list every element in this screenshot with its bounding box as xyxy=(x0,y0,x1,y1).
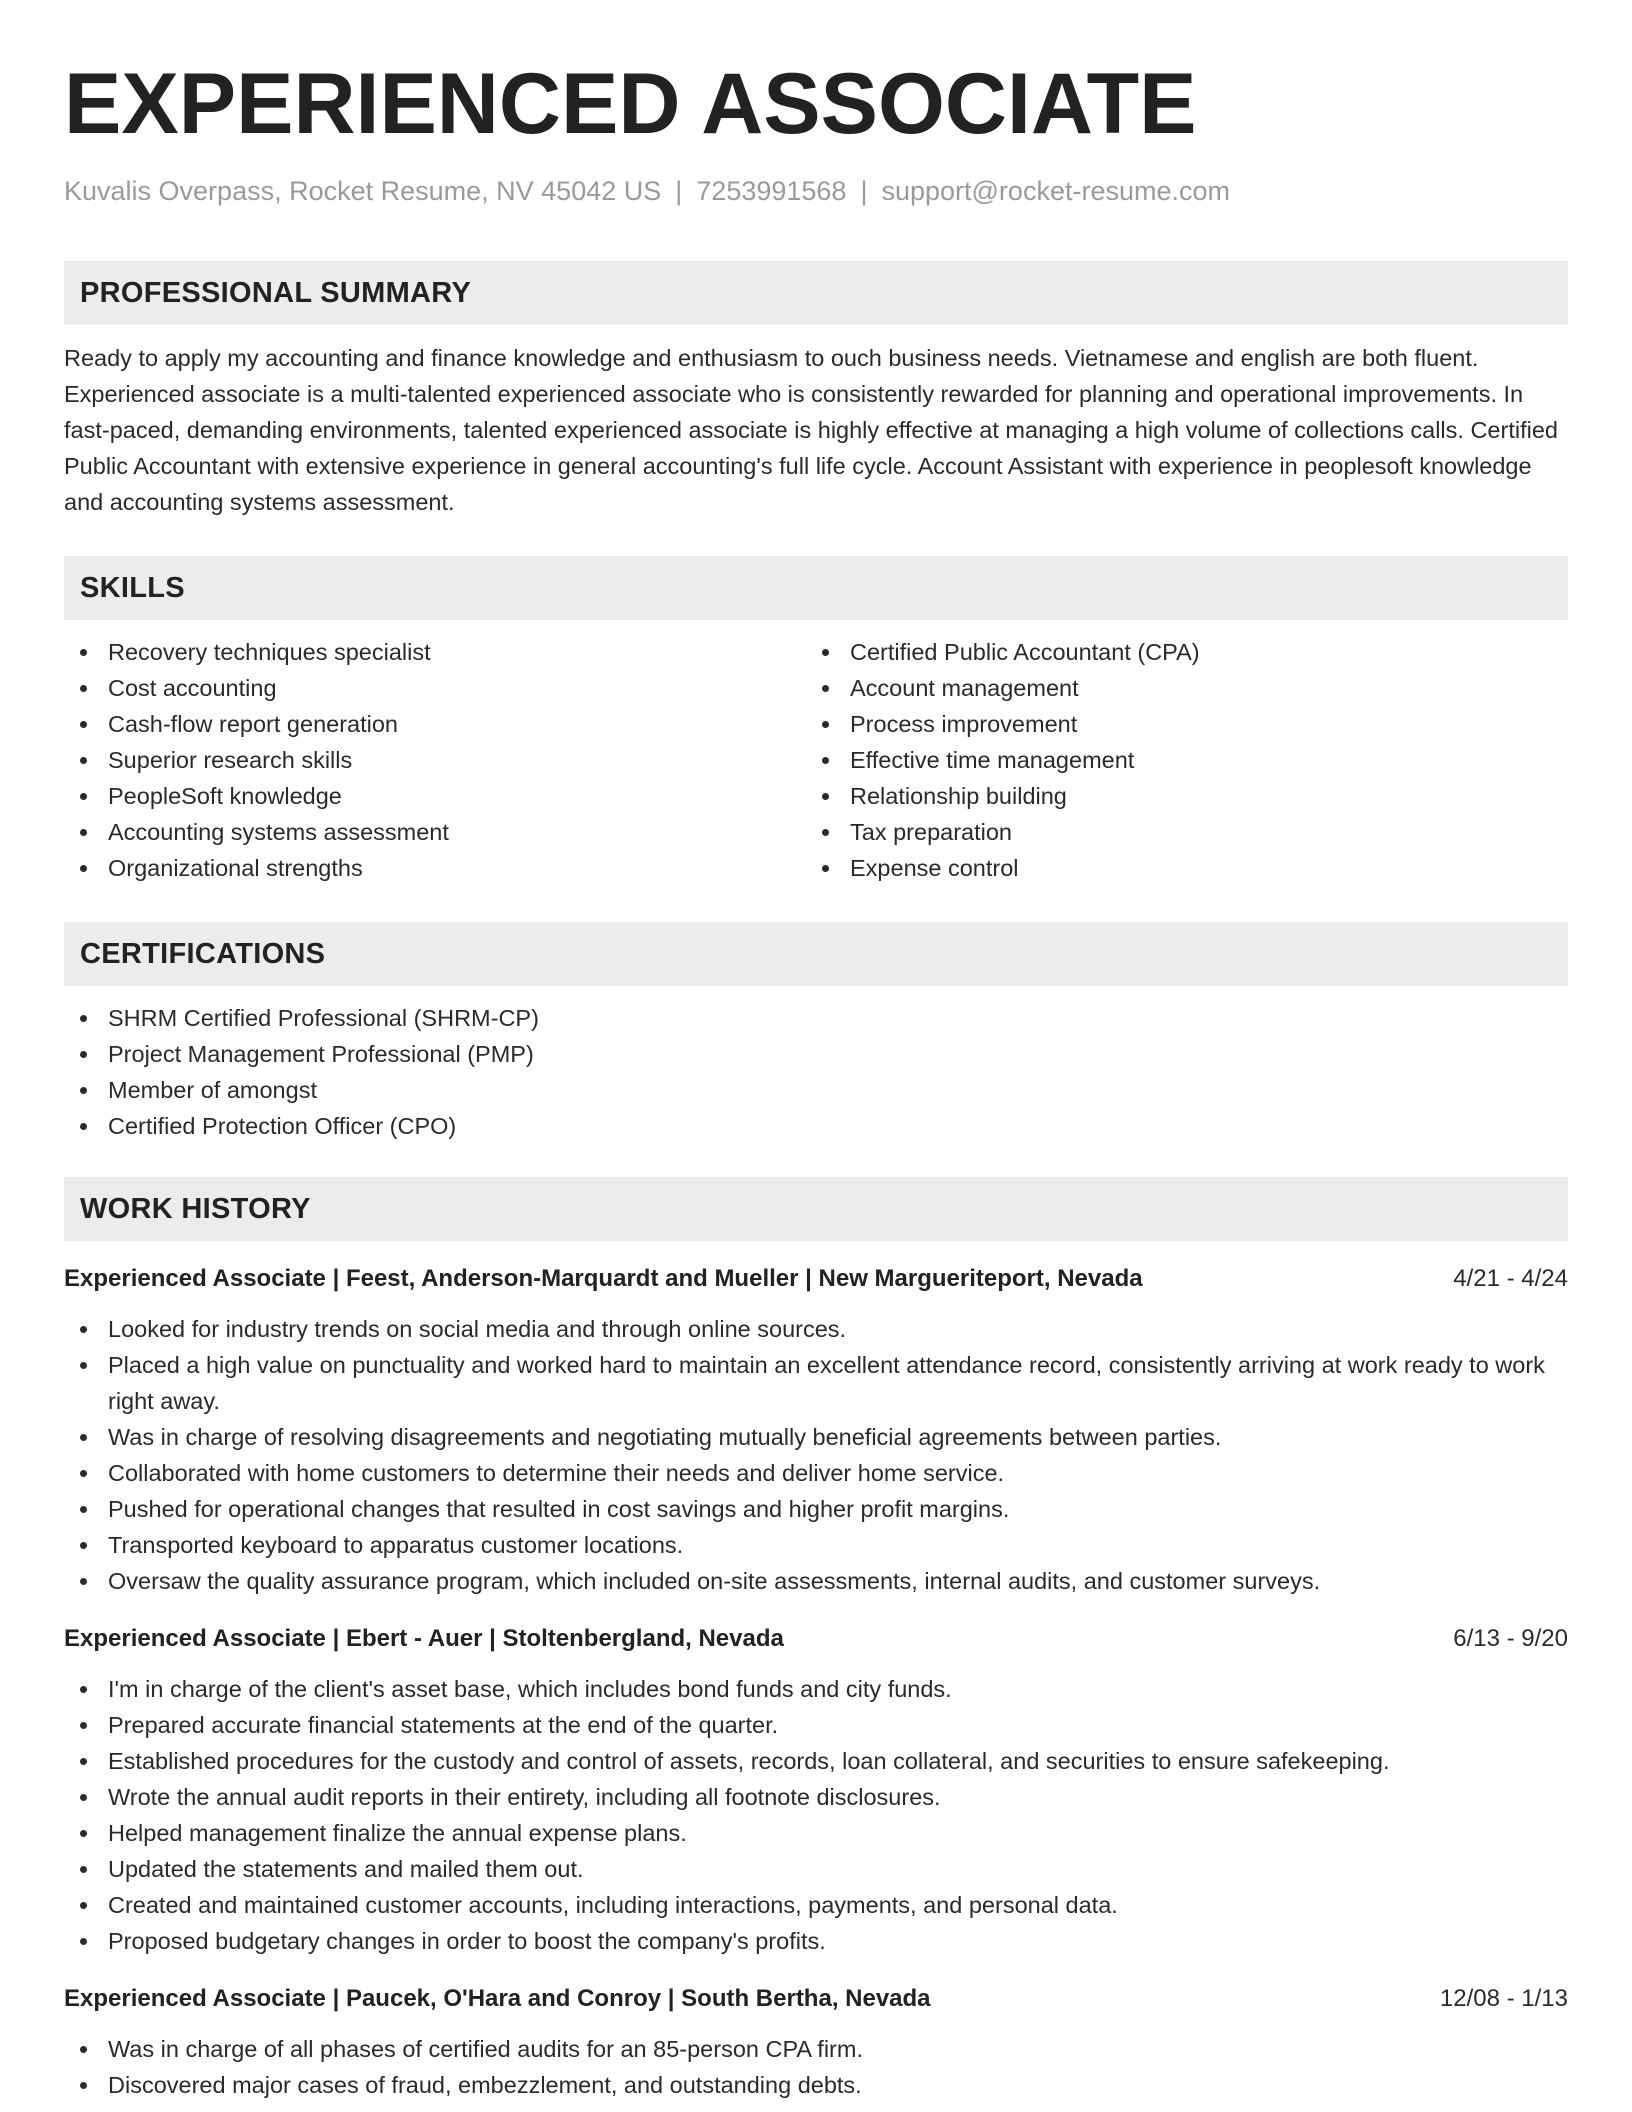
contact-separator: | xyxy=(675,176,683,206)
job-title: Experienced Associate | Ebert - Auer | Stoltenbergland, Nevada xyxy=(64,1625,784,1652)
skill-item: Certified Public Accountant (CPA) xyxy=(806,634,1548,670)
job-bullet: Pushed for operational changes that resulted in cost savings and higher profit margins. xyxy=(64,1491,1568,1527)
job-title: Experienced Associate | Feest, Anderson-Marquardt and Mueller | New Margueriteport, Nevada xyxy=(64,1265,1143,1292)
job-bullet: Oversaw the quality assurance program, which included on-site assessments, internal audits, and customer surveys. xyxy=(64,1563,1568,1599)
job-bullet: Collaborated with home customers to determine their needs and deliver home service. xyxy=(64,1455,1568,1491)
job-dates: 4/21 - 4/24 xyxy=(1453,1265,1568,1292)
skill-item: Tax preparation xyxy=(806,814,1548,850)
job-bullet: Proposed budgetary changes in order to boost the company's profits. xyxy=(64,1923,1568,1959)
candidate-name: EXPERIENCED ASSOCIATE xyxy=(64,56,1197,152)
skill-item: Organizational strengths xyxy=(64,850,806,886)
skills-columns xyxy=(64,634,1568,886)
certification-item: Member of amongst xyxy=(64,1072,1568,1108)
section-header-work-history: WORK HISTORY xyxy=(64,1177,1568,1241)
skill-item: Account management xyxy=(806,670,1548,706)
job-entry xyxy=(64,1621,1568,1959)
skill-item: Expense control xyxy=(806,850,1548,886)
skills-list-right xyxy=(806,634,1548,886)
section-header-summary: PROFESSIONAL SUMMARY xyxy=(64,261,1568,325)
certification-item: Certified Protection Officer (CPO) xyxy=(64,1108,1568,1144)
job-bullets xyxy=(64,2031,1568,2103)
contact-address: Kuvalis Overpass, Rocket Resume, NV 45042 US xyxy=(64,176,662,206)
job-bullet: Was in charge of all phases of certified audits for an 85-person CPA firm. xyxy=(64,2031,1568,2067)
job-bullets xyxy=(64,1671,1568,1959)
job-entry xyxy=(64,1981,1568,2103)
job-bullet: Prepared accurate financial statements at the end of the quarter. xyxy=(64,1707,1568,1743)
job-bullet: Helped management finalize the annual expense plans. xyxy=(64,1815,1568,1851)
certification-item: Project Management Professional (PMP) xyxy=(64,1036,1568,1072)
skill-item: Process improvement xyxy=(806,706,1548,742)
contact-line xyxy=(64,174,1568,208)
job-bullet: Established procedures for the custody and control of assets, records, loan collateral, and securities to ensure safekeeping. xyxy=(64,1743,1568,1779)
job-heading-row xyxy=(64,1621,1568,1657)
skill-item: Effective time management xyxy=(806,742,1548,778)
job-bullet: Discovered major cases of fraud, embezzlement, and outstanding debts. xyxy=(64,2067,1568,2103)
job-bullets xyxy=(64,1311,1568,1599)
resume-page xyxy=(64,0,1568,2103)
job-dates: 6/13 - 9/20 xyxy=(1453,1625,1568,1652)
contact-phone: 7253991568 xyxy=(696,176,847,206)
job-bullet: Updated the statements and mailed them out. xyxy=(64,1851,1568,1887)
job-bullet: Placed a high value on punctuality and worked hard to maintain an excellent attendance record, consistently arriving at work ready to work right away. xyxy=(64,1347,1568,1419)
job-heading-row xyxy=(64,1981,1568,2017)
job-dates: 12/08 - 1/13 xyxy=(1439,1985,1568,2012)
job-heading-row xyxy=(64,1261,1568,1297)
skills-list-left xyxy=(64,634,806,886)
section-header-certifications: CERTIFICATIONS xyxy=(64,922,1568,986)
job-entry xyxy=(64,1261,1568,1599)
job-bullet: Looked for industry trends on social media and through online sources. xyxy=(64,1311,1568,1347)
job-bullet: Was in charge of resolving disagreements and negotiating mutually beneficial agreements between parties. xyxy=(64,1419,1568,1455)
summary-text: Ready to apply my accounting and finance knowledge and enthusiasm to ouch business needs. Vietnamese and english are both fluent. Experienced associate is a multi-talented experienced associate who is consistently rewarded for planning and operational improvements. In fast-paced, demanding environments, talented experienced associate is highly effective at managing a high volume of collections calls. Certified Public Accountant with extensive experience in general accounting's full life cycle. Account Assistant with experience in peoplesoft knowledge and accounting systems assessment. xyxy=(64,345,1558,515)
contact-separator: | xyxy=(860,176,868,206)
job-bullet: Wrote the annual audit reports in their entirety, including all footnote disclosures. xyxy=(64,1779,1568,1815)
job-bullet: Created and maintained customer accounts, including interactions, payments, and personal data. xyxy=(64,1887,1568,1923)
section-header-skills: SKILLS xyxy=(64,556,1568,620)
contact-email: support@rocket-resume.com xyxy=(881,176,1230,206)
job-title: Experienced Associate | Paucek, O'Hara and Conroy | South Bertha, Nevada xyxy=(64,1985,931,2012)
certification-item: SHRM Certified Professional (SHRM-CP) xyxy=(64,1000,1568,1036)
certifications-list xyxy=(64,1000,1568,1144)
skill-item: Recovery techniques specialist xyxy=(64,634,806,670)
skill-item: Cash-flow report generation xyxy=(64,706,806,742)
job-bullet: I'm in charge of the client's asset base, which includes bond funds and city funds. xyxy=(64,1671,1568,1707)
skill-item: Superior research skills xyxy=(64,742,806,778)
skill-item: Relationship building xyxy=(806,778,1548,814)
skill-item: PeopleSoft knowledge xyxy=(64,778,806,814)
skill-item: Cost accounting xyxy=(64,670,806,706)
skill-item: Accounting systems assessment xyxy=(64,814,806,850)
job-bullet: Transported keyboard to apparatus customer locations. xyxy=(64,1527,1568,1563)
